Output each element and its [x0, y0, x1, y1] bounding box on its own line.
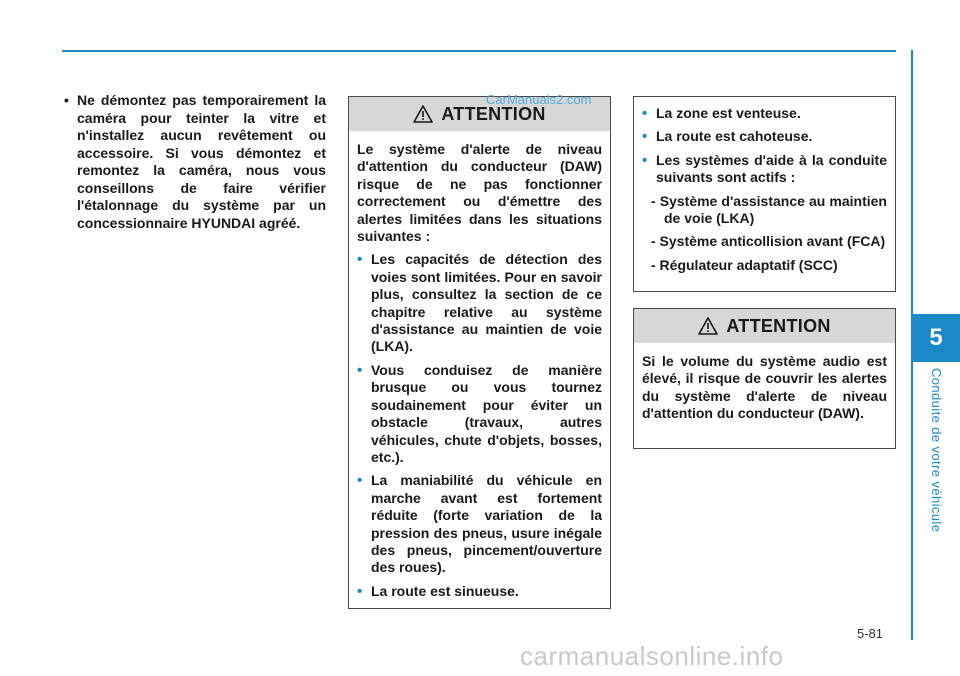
continuation-body	[634, 97, 895, 274]
left-column	[64, 92, 326, 232]
continuation-bullet: • Les systèmes d'aide à la conduite suivants sont actifs :	[642, 152, 887, 187]
attention-bullet: • La maniabilité du véhicule en marche avant est fortement réduite (forte variation de la pression des pneus, usure inégale des pneus, pincement/ouverture des roues).	[357, 472, 602, 576]
attention-text: Si le volume du système audio est élevé, il risque de couvrir les alertes du système d'alerte de niveau d'attention du conducteur (DAW).	[642, 353, 887, 422]
attention-intro: Le système d'alerte de niveau d'attention du conducteur (DAW) risque de ne pas fonctionner correctement ou d'émettre des alertes limitées dans les situations suivantes :	[357, 141, 602, 245]
sub-item: - Système d'assistance au maintien de voie (LKA)	[651, 192, 887, 227]
watermark-bottom: carmanualsonline.info	[520, 641, 784, 671]
attention-bullet: • Vous conduisez de manière brusque ou vous tournez soudainement pour éviter un obstacle (travaux, autres véhicules, chute d'objets, bosses, etc.).	[357, 362, 602, 466]
attention-body	[349, 131, 610, 600]
attention-body	[634, 343, 895, 423]
attention-heading: ATTENTION	[441, 103, 546, 124]
attention-bullet: • Les capacités de détection des voies sont limitées. Pour en savoir plus, consultez la section de ce chapitre relative au système d'assistance au maintien de voie (LKA).	[357, 251, 602, 355]
continuation-bullet: • La zone est venteuse.	[642, 105, 887, 122]
chapter-title: Conduite de votre véhicule	[929, 368, 944, 533]
attention-box-audio	[633, 308, 896, 449]
attention-heading: ATTENTION	[726, 315, 831, 336]
page-number: 5-81	[857, 626, 884, 641]
continuation-box	[633, 96, 896, 292]
sub-item: - Système anticollision avant (FCA)	[651, 233, 886, 250]
warning-triangle-icon	[413, 105, 433, 123]
watermark-top: CarManuals2.com	[486, 92, 592, 107]
warning-triangle-icon	[698, 317, 718, 335]
left-bullet-item: • Ne démontez pas temporairement la caméra pour teinter la vitre et n'installez aucun revêtement ou accessoire. Si vous démontez et remontez la caméra, nous vous conseillons de faire vérifier l'étalonnage du système par un concessionnaire HYUNDAI agréé.	[64, 92, 326, 232]
header-rule	[62, 50, 896, 52]
attention-box-daw-limits	[348, 96, 611, 609]
sub-item: - Régulateur adaptatif (SCC)	[651, 256, 838, 273]
continuation-bullet: • La route est cahoteuse.	[642, 128, 887, 145]
chapter-number-tab: 5	[912, 314, 960, 362]
attention-bullet: • La route est sinueuse.	[357, 583, 602, 600]
attention-header	[634, 309, 895, 343]
